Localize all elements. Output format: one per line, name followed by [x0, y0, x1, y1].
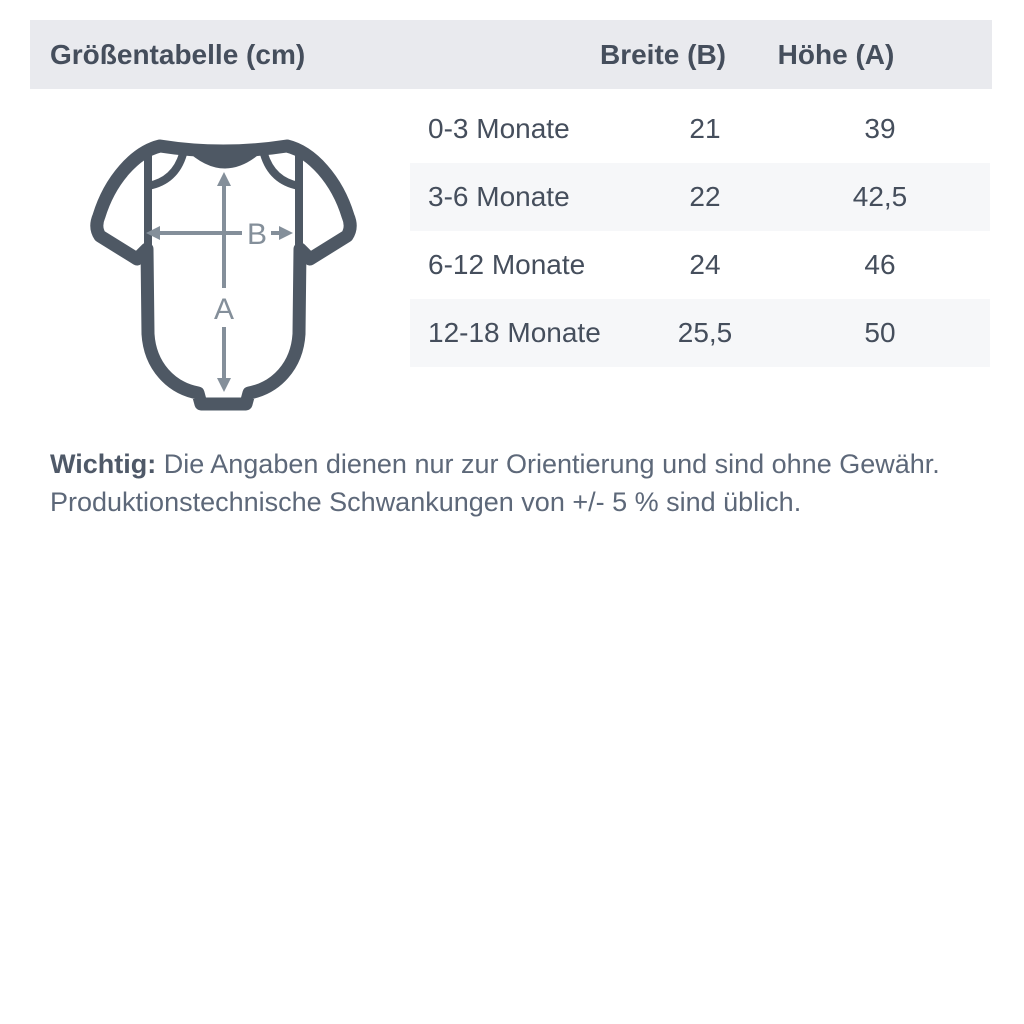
breite-value: 24 [689, 249, 721, 280]
note-line-1 [50, 445, 980, 483]
size-label: 12-18 Monate [428, 317, 601, 348]
breite-value: 21 [689, 113, 721, 144]
note-line1-text: Die Angaben dienen nur zur Orientierung und sind ohne Gewähr. [156, 449, 940, 479]
table-title: Größentabelle (cm) [50, 39, 306, 70]
table-row [410, 231, 990, 299]
baby-bodysuit-measurement-diagram [85, 138, 360, 413]
table-header-band [30, 20, 992, 89]
note-bold-prefix: Wichtig: [50, 449, 157, 479]
column-header-hoehe: Höhe (A) [777, 39, 895, 70]
note-line-2: Produktionstechnische Schwankungen von +/- 5 % sind üblich. [50, 487, 802, 517]
hoehe-value: 50 [864, 317, 896, 348]
hoehe-value: 42,5 [852, 181, 908, 212]
width-label: B [246, 218, 268, 251]
size-table-body [410, 95, 990, 367]
hoehe-value: 39 [864, 113, 896, 144]
hoehe-value: 46 [864, 249, 896, 280]
size-label: 6-12 Monate [428, 249, 586, 280]
height-label: A [213, 293, 235, 326]
column-header-breite: Breite (B) [599, 39, 726, 70]
table-row [410, 299, 990, 367]
disclaimer-note [50, 445, 980, 521]
breite-value: 25,5 [677, 317, 733, 348]
table-row [410, 163, 990, 231]
table-row [410, 95, 990, 163]
size-label: 3-6 Monate [428, 181, 570, 212]
breite-value: 22 [689, 181, 721, 212]
size-label: 0-3 Monate [428, 113, 570, 144]
